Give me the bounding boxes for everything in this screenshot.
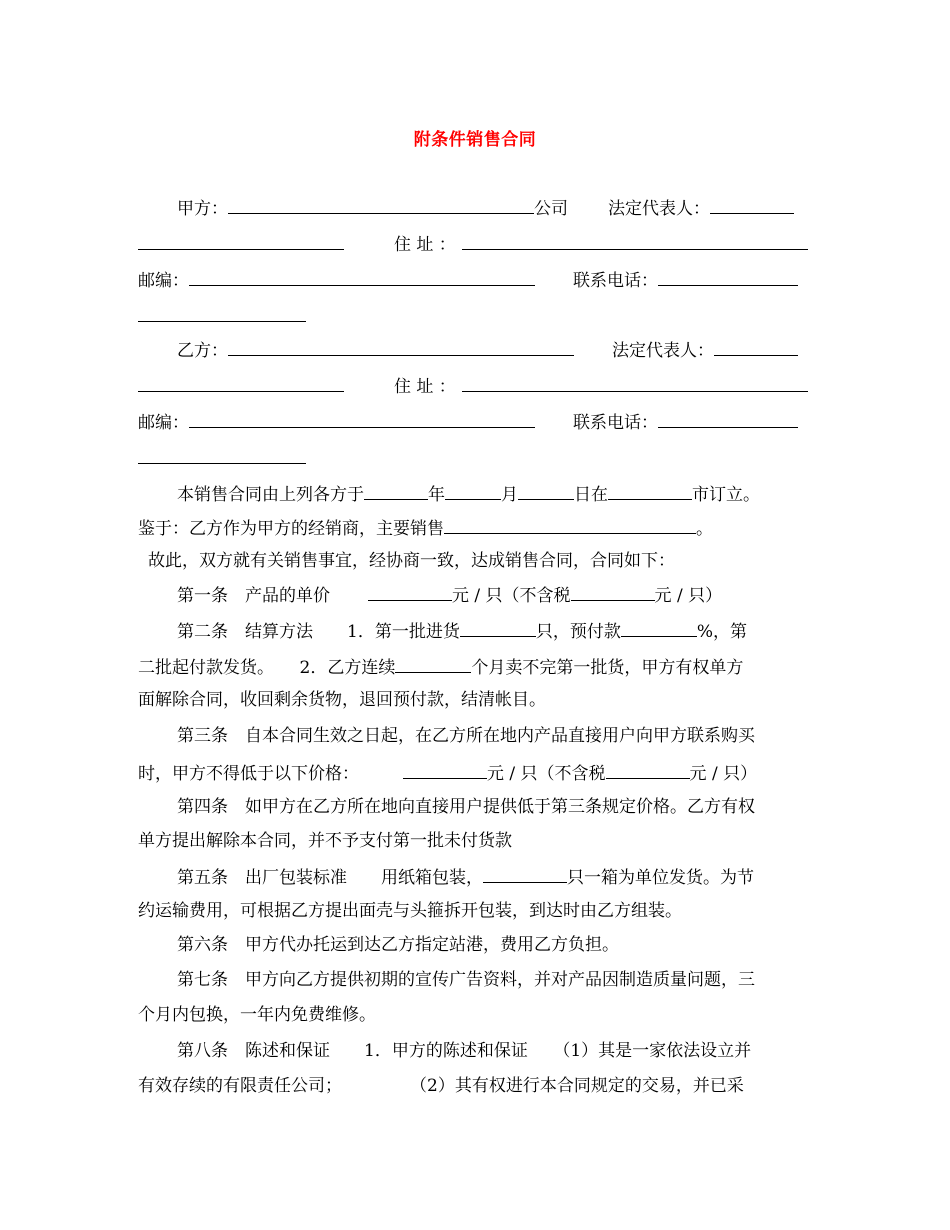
day-blank[interactable] [518,481,574,500]
party-b-rep-blank[interactable] [714,337,798,356]
month-blank[interactable] [445,481,501,500]
party-a-company-suffix: 公司 [534,199,568,219]
party-b-rep-blank-cont[interactable] [138,373,344,392]
party-a-rep-label: 法定代表人： [608,199,710,219]
party-b-rep-label: 法定代表人： [612,341,714,361]
article-1-text: 第一条 产品的单价 [177,586,330,606]
article-2-line-1 [177,618,747,644]
city-blank[interactable] [608,481,692,500]
party-a-contact-line [138,267,798,293]
party-a-rep-blank-cont[interactable] [138,231,344,250]
party-b-phone-cont-line [138,445,306,471]
first-batch-blank[interactable] [460,618,536,637]
min-price-blank[interactable] [403,760,487,779]
article-8-company: 有效存续的有限责任公司； [138,1076,342,1096]
party-a-phone-blank-cont[interactable] [138,303,306,322]
party-b-phone-label: 联系电话： [573,413,658,433]
article-2-second-batch: 二批起付款发货。 2．乙方连续 [138,658,396,678]
year-label: 年 [428,485,445,505]
article-5-shipping: 只一箱为单位发货。为节 [567,868,754,888]
party-a-label: 甲方： [177,199,228,219]
article-1-unit-end: 元 / 只） [654,586,723,606]
signing-text: 本销售合同由上列各方于 [177,485,364,505]
party-a-postcode-label: 邮编： [138,271,189,291]
party-a-phone-label: 联系电话： [573,271,658,291]
article-5-line-1 [177,864,754,890]
unit-price-excl-tax-blank[interactable] [571,582,655,601]
article-2-terminate: 个月卖不完第一批货，甲方有权单方 [471,658,744,678]
therefore-line: 故此，双方就有关销售事宜，经协商一致，达成销售合同，合同如下： [148,551,675,571]
min-price-excl-tax-blank[interactable] [606,760,690,779]
party-a-name-blank[interactable] [228,195,534,214]
article-2-percent: %，第 [696,622,747,642]
article-4-line-1: 第四条 如甲方在乙方所在地向直接用户提供低于第三条规定价格。乙方有权 [177,797,755,817]
whereas-text: 鉴于：乙方作为甲方的经销商，主要销售 [138,519,444,539]
party-b-address-blank[interactable] [462,373,808,392]
prepay-percent-blank[interactable] [621,618,697,637]
party-b-postcode-label: 邮编： [138,413,189,433]
article-1-unit: 元 / 只（不含税 [452,586,571,606]
party-a-postcode-blank[interactable] [189,267,535,286]
party-b-label: 乙方： [177,341,228,361]
party-a-phone-cont-line [138,303,306,329]
party-b-phone-blank[interactable] [658,409,798,428]
whereas-line [138,515,713,541]
product-blank[interactable] [444,515,696,534]
article-8-authority: （2）其有权进行本合同规定的交易，并已采 [410,1076,744,1096]
party-b-phone-blank-cont[interactable] [138,445,306,464]
month-label: 月 [501,485,518,505]
city-label: 市订立。 [692,485,760,505]
article-7-line-1: 第七条 甲方向乙方提供初期的宣传广告资料，并对产品因制造质量问题，三 [177,970,755,990]
whereas-end: 。 [696,519,713,539]
article-7-line-2: 个月内包换，一年内免费维修。 [138,1005,376,1025]
party-a-address-blank[interactable] [462,231,808,250]
party-b-line [177,337,798,363]
article-3-unit-end: 元 / 只） [689,764,758,784]
per-box-blank[interactable] [483,864,567,883]
party-a-phone-blank[interactable] [658,267,798,286]
article-5-line-2: 约运输费用，可根据乙方提出面壳与头箍拆开包装，到达时由乙方组装。 [138,901,682,921]
party-b-postcode-blank[interactable] [189,409,535,428]
party-b-name-blank[interactable] [228,337,574,356]
party-a-line [177,195,794,221]
article-2-prepay: 只，预付款 [535,622,621,642]
article-2-line-3: 面解除合同，收回剩余货物，退回预付款，结清帐目。 [138,690,546,710]
article-3-price-text: 时，甲方不得低于以下价格： [138,764,359,784]
day-label: 日在 [574,485,608,505]
article-2-text: 第二条 结算方法 1．第一批进货 [177,622,460,642]
article-8-line-1: 第八条 陈述和保证 1．甲方的陈述和保证 （1）其是一家依法设立并 [177,1041,752,1061]
article-3-line-2 [138,760,757,786]
article-1 [177,582,722,608]
article-3-unit: 元 / 只（不含税 [487,764,606,784]
party-b-address-label: 住 址 ： [394,377,456,397]
article-8-line-2 [138,1074,744,1098]
signing-line [177,481,760,507]
article-3-line-1: 第三条 自本合同生效之日起，在乙方所在地内产品直接用户向甲方联系购买 [177,726,755,746]
party-b-contact-line [138,409,798,435]
article-6: 第六条 甲方代办托运到达乙方指定站港，费用乙方负担。 [177,935,619,955]
article-4-line-2: 单方提出解除本合同，并不予支付第一批未付货款 [138,831,512,851]
months-blank[interactable] [395,654,471,673]
party-a-address-label: 住 址 ： [394,235,456,255]
unit-price-blank[interactable] [368,582,452,601]
article-2-line-2 [138,654,743,680]
article-5-text: 第五条 出厂包装标准 用纸箱包装， [177,868,483,888]
party-b-address-line [138,373,808,399]
party-a-rep-blank[interactable] [710,195,794,214]
party-a-address-line [138,231,808,257]
year-blank[interactable] [364,481,428,500]
document-title: 附条件销售合同 [413,130,537,150]
